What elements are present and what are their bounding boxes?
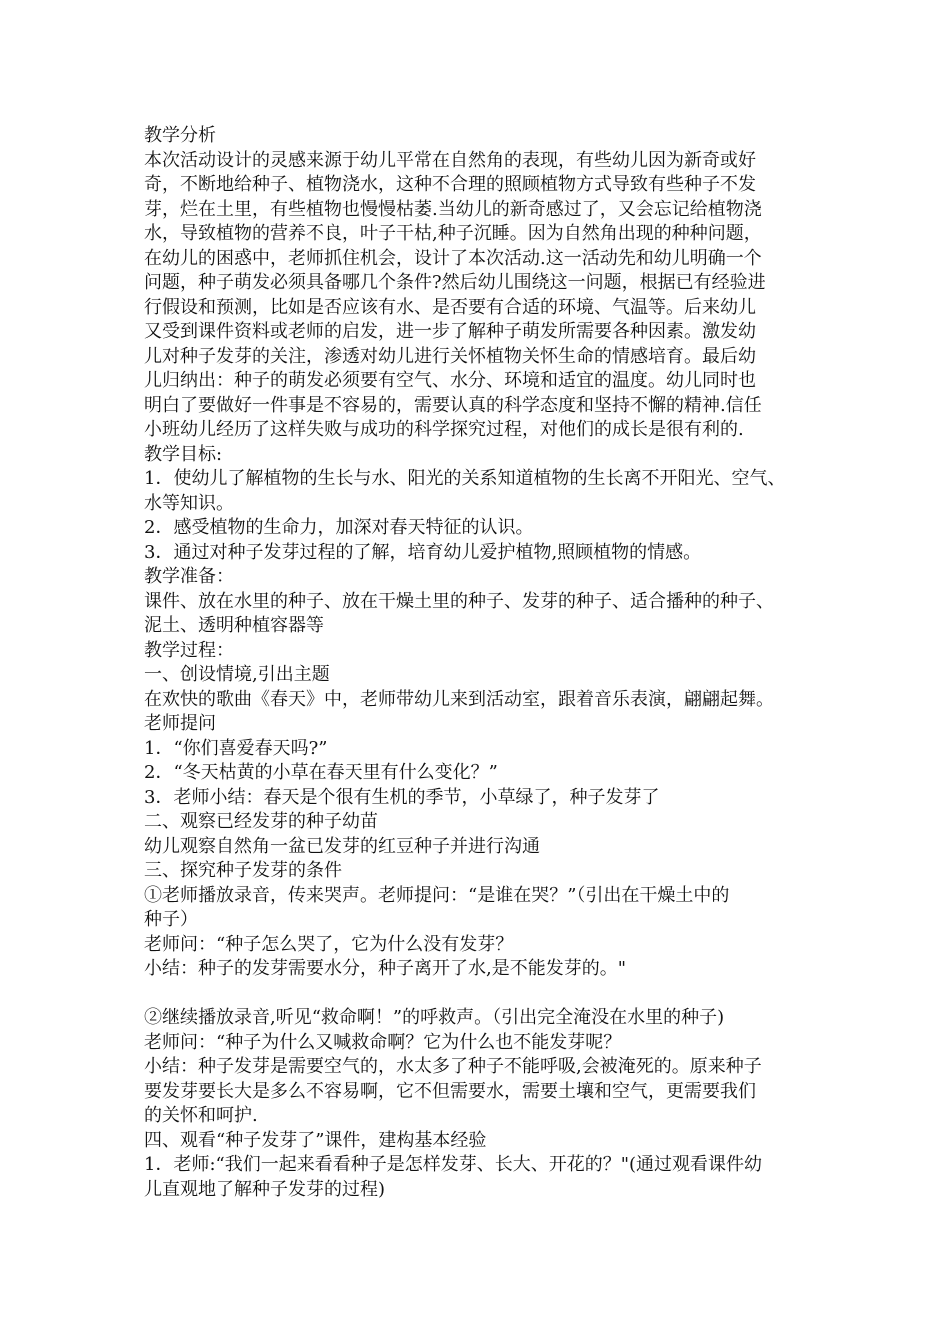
text-line: 幼儿观察自然角一盆已发芽的红豆种子并进行沟通 [144, 835, 540, 857]
text-line: 又受到课件资料或老师的启发，进一步了解种子萌发所需要各种因素。激发幼 [144, 321, 756, 342]
text-line: 小结：种子的发芽需要水分，种子离开了水,是不能发芽的。" [144, 958, 626, 979]
text-line: 奇，不断地给种子、植物浇水，这种不合理的照顾植物方式导致有些种子不发 [144, 174, 756, 195]
text-line: 小结：种子发芽是需要空气的，水太多了种子不能呼吸,会被淹死的。原来种子 [144, 1056, 762, 1077]
text-line: 教学目标: [144, 443, 223, 465]
text-line: 行假设和预测，比如是否应该有水、是否要有合适的环境、气温等。后来幼儿 [144, 296, 756, 318]
text-line: 种子） [144, 909, 198, 930]
text-line: 本次活动设计的灵感来源于幼儿平常在自然角的表现，有些幼儿因为新奇或好 [144, 149, 756, 171]
text-line: 水，导致植物的营养不良，叶子干枯,种子沉睡。因为自然角出现的种种问题， [144, 223, 762, 244]
text-line: 2．“冬天枯黄的小草在春天里有什么变化？” [144, 762, 498, 783]
text-line: 1．老师:“我们一起来看看种子是怎样发芽、长大、开花的？"(通过观看课件幼 [144, 1154, 763, 1175]
text-line: 要发芽要长大是多么不容易啊，它不但需要水，需要土壤和空气，更需要我们 [144, 1080, 756, 1102]
text-line: 老师问：“种子怎么哭了，它为什么没有发芽？ [144, 933, 514, 955]
text-line: 小班幼儿经历了这样失败与成功的科学探究过程，对他们的成长是很有利的. [144, 419, 744, 440]
text-line: 的关怀和呵护. [144, 1105, 258, 1126]
text-line: 教学过程： [144, 639, 234, 661]
text-line: 课件、放在水里的种子、放在干燥土里的种子、发芽的种子、适合播种的种子、 [144, 590, 774, 612]
text-line: 水等知识。 [144, 492, 234, 514]
text-line: 泥土、透明种植容器等 [144, 615, 324, 636]
text-line: 儿对种子发芽的关注，渗透对幼儿进行关怀植物关怀生命的情感培育。最后幼 [144, 345, 756, 367]
blank-line [144, 982, 829, 1007]
text-line: 2．感受植物的生命力，加深对春天特征的认识。 [144, 517, 534, 538]
text-line: 儿归纳出：种子的萌发必须要有空气、水分、环境和适宜的温度。幼儿同时也 [144, 370, 756, 391]
text-line: 3．老师小结：春天是个很有生机的季节，小草绿了，种子发芽了 [144, 786, 660, 808]
text-line: 教学准备： [144, 566, 234, 587]
text-line: 一、创设情境,引出主题 [144, 664, 330, 685]
text-line: 在幼儿的困惑中，老师抓住机会，设计了本次活动.这一活动先和幼儿明确一个 [144, 247, 762, 269]
text-line: 四、观看“种子发芽了”课件，建构基本经验 [144, 1129, 487, 1151]
text-line: 3．通过对种子发芽过程的了解，培育幼儿爱护植物,照顾植物的情感。 [144, 541, 702, 563]
text-line: 儿直观地了解种子发芽的过程) [144, 1178, 386, 1200]
text-line: 三、探究种子发芽的条件 [144, 860, 342, 881]
text-line: 1．“你们喜爱春天吗?” [144, 737, 328, 759]
document-page [144, 124, 829, 1202]
text-line: 老师提问 [144, 713, 216, 734]
text-line: 在欢快的歌曲《春天》中，老师带幼儿来到活动室，跟着音乐表演，翩翩起舞。 [144, 688, 774, 710]
text-line: 教学分析 [144, 125, 216, 146]
text-line: 明白了要做好一件事是不容易的，需要认真的科学态度和坚持不懈的精神.信任 [144, 394, 762, 416]
text-line: 问题，种子萌发必须具备哪几个条件?然后幼儿围绕这一问题，根据已有经验进 [144, 272, 766, 293]
text-line: 1．使幼儿了解植物的生长与水、阳光的关系知道植物的生长离不开阳光、空气、 [144, 468, 786, 489]
text-line: 二、观察已经发芽的种子幼苗 [144, 811, 378, 832]
text-line: 芽，烂在土里，有些植物也慢慢枯萎.当幼儿的新奇感过了，又会忘记给植物浇 [144, 198, 762, 220]
text-line: 老师问：“种子为什么又喊救命啊？它为什么也不能发芽呢？ [144, 1031, 622, 1053]
text-line: ①老师播放录音，传来哭声。老师提问：“是谁在哭？”（引出在干燥土中的 [144, 884, 730, 906]
text-line: ②继续播放录音,听见“救命啊！”的呼救声。（引出完全淹没在水里的种子) [144, 1007, 725, 1028]
